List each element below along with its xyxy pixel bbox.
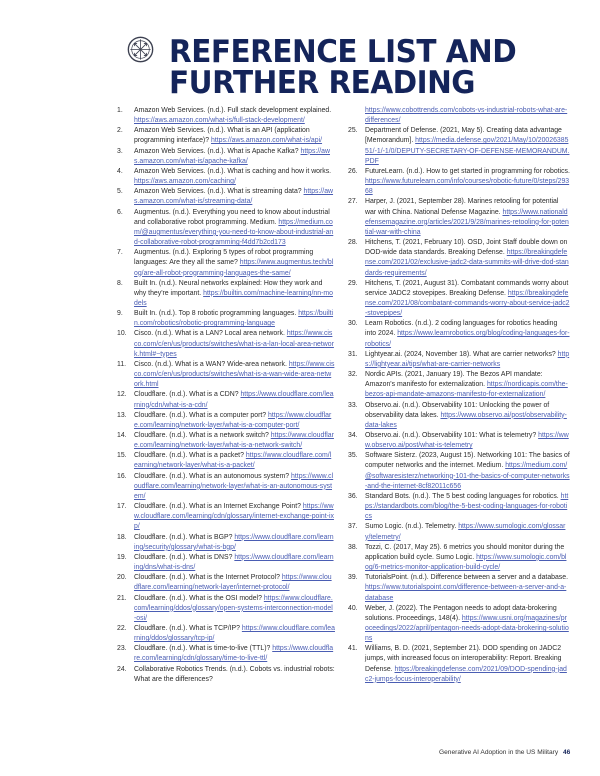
reference-citation: Tozzi, C. (2017, May 25). 6 metrics you should monitor during the application build cycle. Sumo Logic. xyxy=(365,543,565,561)
reference-link[interactable]: https://nordicapis.com/the-bezos-api-mandate-amazons-manifesto-for-externalization/ xyxy=(365,381,568,399)
reference-body xyxy=(365,644,570,685)
reference-body xyxy=(365,350,570,370)
page-title xyxy=(169,33,517,101)
reference-item xyxy=(348,238,570,279)
reference-item xyxy=(117,329,335,359)
reference-item xyxy=(117,279,335,309)
reference-body xyxy=(134,360,335,390)
reference-number: 4. xyxy=(117,167,123,175)
reference-body xyxy=(134,644,335,664)
reference-link[interactable]: https://breakingdefense.com/2021/02/exclusive-jadc2-data-summits-will-drive-dod-standards-requirements/ xyxy=(365,249,569,277)
reference-citation: Cloudflare. (n.d.). What is time-to-live (TTL)? xyxy=(134,645,273,653)
reference-body xyxy=(365,106,570,126)
reference-number: 24. xyxy=(117,665,127,673)
reference-item xyxy=(348,401,570,431)
reference-body xyxy=(365,492,570,522)
reference-link[interactable]: https://medium.com/@softwaresisterz/networking-101-the-basics-of-computer-networks-and-the-internet-8cf82011c656 xyxy=(365,462,570,490)
reference-number: 38. xyxy=(348,543,358,551)
reference-item xyxy=(117,502,335,532)
reference-item xyxy=(117,390,335,410)
reference-body xyxy=(134,451,335,471)
reference-number: 16. xyxy=(117,472,127,480)
reference-number: 28. xyxy=(348,239,358,247)
reference-item xyxy=(117,411,335,431)
reference-number: 22. xyxy=(117,624,127,632)
reference-item xyxy=(117,208,335,249)
page-header xyxy=(127,33,517,101)
page-footer xyxy=(439,749,570,756)
reference-citation: Nordic APIs. (2021, January 19). The Bezos API mandate: Amazon's manifesto for externalization. xyxy=(365,371,543,389)
reference-item xyxy=(348,543,570,573)
reference-number: 18. xyxy=(117,533,127,541)
reference-number: 20. xyxy=(117,574,127,582)
reference-link[interactable]: https://www.nationaldefensemagazine.org/articles/2021/9/28/marines-retooling-for-potential-war-with-china xyxy=(365,208,569,236)
reference-body xyxy=(365,543,570,573)
reference-body xyxy=(365,167,570,197)
reference-citation: Sumo Logic. (n.d.). Telemetry. xyxy=(365,523,459,531)
reference-link[interactable]: https://www.augmentus.tech/blog/are-all-robot-programming-languages-the-same/ xyxy=(134,259,334,277)
reference-item xyxy=(348,167,570,197)
reference-citation: Amazon Web Services. (n.d.). What is caching and how it works. xyxy=(134,167,332,175)
reference-citation: Built In. (n.d.). Neural networks explained: How they work and why they're important. xyxy=(134,279,323,297)
reference-citation: Cloudflare. (n.d.). What is the OSI model? xyxy=(134,594,264,602)
reference-link[interactable]: https://www.observo.ai/post/observability-data-lakes xyxy=(365,411,567,429)
reference-body xyxy=(134,594,335,624)
reference-link[interactable]: https://www.cloudflare.com/learning/ddos/glossary/open-systems-interconnection-model-osi/ xyxy=(134,594,333,622)
reference-number: 12. xyxy=(117,391,127,399)
reference-number: 19. xyxy=(117,553,127,561)
reference-body xyxy=(134,147,335,167)
reference-link[interactable]: https://breakingdefense.com/2021/09/DOD-spending-jadc2-jumps-focus-interoperability/ xyxy=(365,665,567,683)
reference-number: 6. xyxy=(117,208,123,216)
reference-item xyxy=(348,604,570,645)
reference-link[interactable]: https://www.observo.ai/post/what-is-telemetry xyxy=(365,432,569,450)
reference-body xyxy=(134,411,335,431)
reference-citation: Cloudflare. (n.d.). What is the Internet Protocol? xyxy=(134,574,282,582)
reference-number: 39. xyxy=(348,574,358,582)
reference-item xyxy=(117,451,335,471)
reference-number: 17. xyxy=(117,503,127,511)
reference-number: 34. xyxy=(348,432,358,439)
reference-link[interactable]: https://www.cloudflare.com/learning/network-layer/what-is-a-computer-port/ xyxy=(134,411,332,429)
reference-link[interactable]: https://www.cloudflare.com/learning/network-layer/what-is-a-packet/ xyxy=(134,452,332,470)
reference-item xyxy=(117,106,335,126)
reference-item xyxy=(117,147,335,167)
reference-citation: TutorialsPoint. (n.d.). Difference between a server and a database. xyxy=(365,574,569,582)
reference-number: 1. xyxy=(117,107,123,114)
reference-citation: Collaborative Robotics Trends. (n.d.). Cobots vs. industrial robots: What are the differences? xyxy=(134,665,335,683)
reference-number: 37. xyxy=(348,523,358,531)
reference-citation: Weber, J. (2022). The Pentagon needs to adopt data-brokering solutions. Proceedings, 148(4). xyxy=(365,604,557,622)
reference-body xyxy=(134,187,335,207)
reference-link[interactable]: https://www.cloudflare.com/learning/cdn/what-is-a-cdn/ xyxy=(134,391,334,409)
reference-link[interactable]: https://www.cisco.com/c/en/us/products/switches/what-is-a-wan-wide-area-network.html xyxy=(134,360,335,389)
reference-item xyxy=(117,248,335,278)
reference-body xyxy=(134,126,335,146)
reference-link[interactable]: https://aws.amazon.com/what-is/streaming-data/ xyxy=(134,188,334,206)
reference-number: 11. xyxy=(117,360,127,368)
page-title-line-1: REFERENCE LIST AND xyxy=(169,33,517,70)
reference-number: 9. xyxy=(117,310,123,318)
reference-body xyxy=(365,604,570,645)
reference-citation: Williams, B. D. (2021, September 21). DOD spending on JADC2 jumps, with increased focus on interoperability: Report. Breaking Defense. xyxy=(365,645,562,673)
reference-item xyxy=(348,126,570,167)
reference-number: 40. xyxy=(348,604,358,612)
reference-body xyxy=(134,472,335,502)
reference-body xyxy=(365,573,570,603)
reference-citation: Amazon Web Services. (n.d.). What is streaming data? xyxy=(134,188,304,196)
reference-link[interactable]: https://breakingdefense.com/2021/08/combatant-commands-worry-about-service-jadc2-stovepipes/ xyxy=(365,289,570,318)
reference-item xyxy=(117,644,335,664)
reference-link[interactable]: https://www.cobottrends.com/cobots-vs-industrial-robots-what-are-differences/ xyxy=(365,107,568,125)
reference-item xyxy=(348,279,570,320)
reference-body xyxy=(365,279,570,320)
reference-item xyxy=(348,522,570,542)
reference-link[interactable]: https://www.cloudflare.com/learning/network-layer/what-is-a-network-switch/ xyxy=(134,432,334,450)
reference-citation: Amazon Web Services. (n.d.). What is Apache Kafka? xyxy=(134,147,301,155)
reference-body xyxy=(134,248,335,278)
reference-link[interactable]: https://aws.amazon.com/what-is/full-stack-development/ xyxy=(134,117,305,125)
reference-link[interactable]: https://www.cisco.com/c/en/us/products/switches/what-is-a-lan-local-area-network.html#~types xyxy=(134,330,334,358)
reference-number: 36. xyxy=(348,492,358,500)
reference-citation: Augmentus. (n.d.). Exploring 5 types of robot programming languages: Are they all the same? xyxy=(134,249,314,267)
reference-link[interactable]: https://medium.com/@augmentus/everything-you-need-to-know-about-industrial-and-collaborative-robot-programming-f4dd7b2cd173 xyxy=(134,218,334,247)
reference-citation: Observo.ai. (n.d.). Observability 101: Unlocking the power of observability data lakes. xyxy=(365,401,550,419)
reference-link[interactable]: https://aws.amazon.com/what-is/api/ xyxy=(210,137,323,145)
reference-body xyxy=(365,431,570,451)
reference-link[interactable]: https://www.futurelearn.com/info/courses/robotic-future/0/steps/29368 xyxy=(365,178,570,196)
reference-number: 13. xyxy=(117,411,127,419)
reference-number: 26. xyxy=(348,167,358,175)
reference-item xyxy=(117,594,335,624)
reference-citation: Augmentus. (n.d.). Everything you need to know about industrial and collaborative robot programming. Medium. xyxy=(134,208,330,226)
reference-link[interactable]: https://www.cloudflare.com/learning/cdn/glossary/time-to-live-ttl/ xyxy=(134,645,334,663)
reference-link[interactable]: https://www.cloudflare.com/learning/cdn/glossary/internet-exchange-point-ixp/ xyxy=(134,503,334,531)
reference-item xyxy=(117,360,335,390)
reference-item xyxy=(117,553,335,573)
reference-citation: Learn Robotics. (n.d.). 2 coding languages for robotics heading into 2024. xyxy=(365,320,558,338)
reference-item xyxy=(117,126,335,146)
reference-citation: Lightyear.ai. (2024, November 18). What are carrier networks? xyxy=(365,350,558,358)
reference-number: 41. xyxy=(348,645,358,653)
reference-number: 10. xyxy=(117,330,127,338)
reference-item xyxy=(348,350,570,370)
reference-body xyxy=(134,390,335,410)
reference-link[interactable]: https://www.tutorialspoint.com/difference-between-a-server-and-a-database xyxy=(365,584,567,602)
reference-link[interactable]: https://www.cloudflare.com/learning/security/glossary/what-is-bgp/ xyxy=(134,533,334,551)
reference-number: 15. xyxy=(117,452,127,460)
reference-body xyxy=(134,573,335,593)
reference-number: 27. xyxy=(348,198,358,206)
reference-item xyxy=(348,451,570,492)
reference-body xyxy=(134,279,335,309)
reference-citation: Software Sisterz. (2023, August 15). Networking 101: The basics of computer networks and the internet. Medium. xyxy=(365,452,570,470)
reference-citation: Cloudflare. (n.d.). What is a packet? xyxy=(134,452,246,460)
reference-number: 5. xyxy=(117,188,123,196)
reference-item xyxy=(117,431,335,451)
reference-link[interactable]: https://aws.amazon.com/caching/ xyxy=(134,178,236,186)
reference-link[interactable]: https://www.sumologic.com/glossary/telemetry/ xyxy=(365,523,566,541)
reference-number: 35. xyxy=(348,452,358,460)
reference-body xyxy=(365,370,570,400)
reference-item xyxy=(117,573,335,593)
reference-item xyxy=(117,472,335,502)
reference-number: 3. xyxy=(117,147,123,155)
page-number: 46 xyxy=(562,749,571,756)
reference-link[interactable]: https://standardbots.com/blog/the-5-best-coding-languages-for-robotics xyxy=(365,492,569,521)
reference-item xyxy=(348,370,570,400)
reference-number: 8. xyxy=(117,279,123,287)
reference-citation: Department of Defense. (2021, May 5). Creating data advantage [Memorandum]. xyxy=(365,127,562,145)
reference-link[interactable]: https://www.sumologic.com/blog/6-metrics-monitor-application-build-cycle/ xyxy=(365,553,567,572)
reference-body xyxy=(134,533,335,553)
reference-body xyxy=(134,329,335,359)
reference-citation: Amazon Web Services. (n.d.). What is an API (application programming interface)? xyxy=(134,127,310,145)
reference-citation: Cloudflare. (n.d.). What is an autonomous system? xyxy=(134,472,292,480)
reference-item xyxy=(117,624,335,644)
reference-body xyxy=(365,319,570,349)
reference-number: 33. xyxy=(348,401,358,409)
reference-citation: FutureLearn. (n.d.). How to get started in programming for robotics. xyxy=(365,167,570,175)
reference-link[interactable]: https://www.cloudflare.com/learning/ddos/glossary/tcp-ip/ xyxy=(134,624,335,643)
reference-citation: Cisco. (n.d.). What is a WAN? Wide-area network. xyxy=(134,360,289,368)
reference-link[interactable]: https://builtin.com/machine-learning/nn-models xyxy=(134,289,333,307)
reference-number: 23. xyxy=(117,645,127,653)
reference-citation: Standard Bots. (n.d.). The 5 best coding languages for robotics. xyxy=(365,492,561,500)
reference-citation: Observo.ai. (n.d.). Observability 101: What is telemetry? xyxy=(365,432,539,439)
reference-item xyxy=(117,665,335,685)
reference-body xyxy=(134,665,335,685)
reference-number xyxy=(348,106,365,126)
reference-citation: Cloudflare. (n.d.). What is a computer port? xyxy=(134,411,269,419)
reference-citation: Cloudflare. (n.d.). What is DNS? xyxy=(134,553,235,561)
reference-number: 31. xyxy=(348,350,358,358)
reference-body xyxy=(134,106,335,126)
reference-link[interactable]: https://media.defense.gov/2021/May/10/2002638551/-1/-1/0/DEPUTY-SECRETARY-OF-DEFENSE-MEMORANDUM.PDF xyxy=(365,137,570,165)
reference-body xyxy=(134,431,335,451)
reference-link[interactable]: https://builtin.com/robotics/robotic-programming-language xyxy=(134,310,334,328)
reference-body xyxy=(365,401,570,431)
reference-item xyxy=(348,492,570,522)
reference-citation: Built In. (n.d.). Top 8 robotic programming languages. xyxy=(134,310,299,318)
reference-citation: Cisco. (n.d.). What is a LAN? Local area network. xyxy=(134,330,287,338)
reference-citation: Harper, J. (2021, September 28). Marines retooling for potential war with China. National Defense Magazine. xyxy=(365,198,559,216)
reference-citation: Cloudflare. (n.d.). What is a network switch? xyxy=(134,432,271,439)
reference-number: 29. xyxy=(348,279,358,287)
reference-list-right-column xyxy=(348,106,570,685)
reference-item xyxy=(348,319,570,349)
reference-citation: Hitchens, T. (2021, February 10). OSD, Joint Staff double down on DOD-wide data standards. Breaking Defense. xyxy=(365,239,568,257)
reference-item xyxy=(348,197,570,238)
reference-link[interactable]: https://www.usni.org/magazines/proceedings/2022/april/pentagon-needs-adopt-data-brokering-solutions xyxy=(365,614,569,643)
reference-citation: Cloudflare. (n.d.). What is TCP/IP? xyxy=(134,624,242,632)
reference-body xyxy=(365,126,570,167)
compass-rose-icon xyxy=(127,36,154,63)
reference-number: 25. xyxy=(348,127,358,135)
reference-citation: Cloudflare. (n.d.). What is a CDN? xyxy=(134,391,241,399)
reference-number: 7. xyxy=(117,249,123,257)
reference-link[interactable]: https://aws.amazon.com/what-is/apache-kafka/ xyxy=(134,147,330,165)
reference-citation: Cloudflare. (n.d.). What is BGP? xyxy=(134,533,235,541)
reference-link[interactable]: https://www.learnrobotics.org/blog/coding-languages-for-robotics/ xyxy=(365,330,570,348)
reference-item xyxy=(117,187,335,207)
footer-document-title: Generative AI Adoption in the US Military xyxy=(439,749,559,756)
reference-link[interactable]: https://www.cloudflare.com/learning/network-layer/what-is-an-autonomous-system/ xyxy=(134,472,334,500)
reference-item xyxy=(348,431,570,451)
reference-link[interactable]: https://www.cloudflare.com/learning/dns/what-is-dns/ xyxy=(134,553,334,572)
reference-citation: Cloudflare. (n.d.). What is an Internet Exchange Point? xyxy=(134,503,303,511)
reference-item xyxy=(348,106,570,126)
page-title-line-2: FURTHER READING xyxy=(169,64,476,101)
reference-citation: Amazon Web Services. (n.d.). Full stack development explained. xyxy=(134,107,332,114)
reference-link[interactable]: https://www.cloudflare.com/learning/network-layer/internet-protocol/ xyxy=(134,574,332,592)
reference-body xyxy=(134,309,335,329)
reference-body xyxy=(134,553,335,573)
reference-body xyxy=(134,167,335,187)
reference-body xyxy=(134,502,335,532)
reference-body xyxy=(365,238,570,279)
reference-item xyxy=(348,644,570,685)
reference-link[interactable]: https://lightyear.ai/tips/what-are-carrier-networks xyxy=(365,350,570,368)
reference-body xyxy=(365,197,570,238)
reference-item xyxy=(117,309,335,329)
reference-item xyxy=(348,573,570,603)
reference-body xyxy=(365,451,570,492)
reference-item xyxy=(117,533,335,553)
reference-number: 21. xyxy=(117,594,127,602)
reference-number: 30. xyxy=(348,320,358,328)
reference-body xyxy=(134,624,335,644)
reference-body xyxy=(134,208,335,249)
reference-citation: Hitchens, T. (2021, August 31). Combatant commands worry about service JADC2 stovepipes. Breaking Defense. xyxy=(365,279,569,297)
reference-item xyxy=(117,167,335,187)
reference-list-left-column xyxy=(117,106,335,685)
reference-number: 2. xyxy=(117,127,123,135)
reference-body xyxy=(365,522,570,542)
reference-number: 14. xyxy=(117,432,127,439)
reference-number: 32. xyxy=(348,371,358,379)
